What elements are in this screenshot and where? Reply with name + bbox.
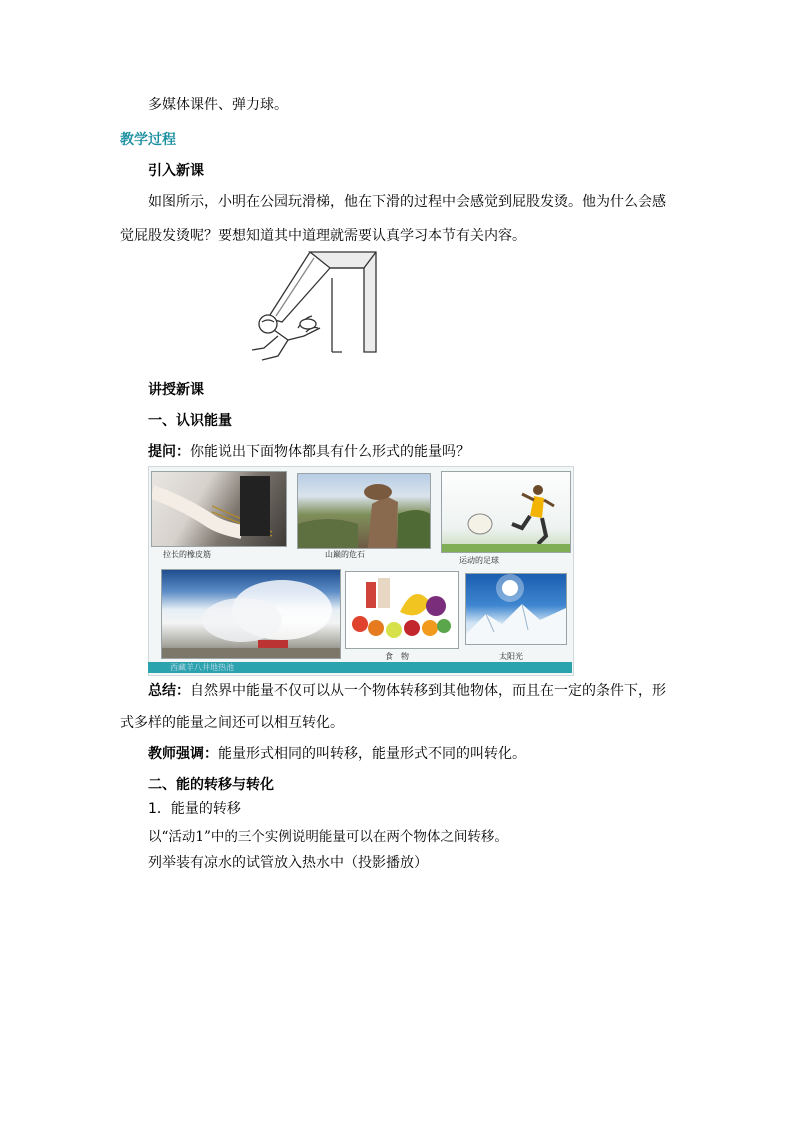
- caption-food: 食 物: [385, 652, 409, 661]
- subheading-transfer-conversion: 二、能的转移与转化: [148, 777, 274, 793]
- emphasis-label: 教师强调：: [148, 746, 218, 762]
- rubber-band-icon: [152, 472, 286, 546]
- subheading-recognize-energy: 一、认识能量: [148, 413, 232, 429]
- question-line: [148, 442, 470, 462]
- teach-heading: 讲授新课: [148, 382, 204, 398]
- intro-heading: 引入新课: [148, 163, 204, 179]
- slide-illustration: [248, 248, 380, 366]
- summary-label: 总结：: [148, 683, 190, 699]
- football-player-icon: [442, 472, 570, 552]
- photo-football: [441, 471, 571, 553]
- photo-cliff-rock: [297, 473, 431, 549]
- photo-sunlight: [465, 573, 567, 645]
- section-heading-process: 教学过程: [120, 132, 176, 148]
- intro-paragraph-line1: 如图所示，小明在公园玩滑梯，他在下滑的过程中会感觉到屁股发烫。他为什么会感: [148, 194, 666, 210]
- sun-icon: [466, 574, 566, 644]
- intro-paragraph-line2: 觉屁股发烫呢？要想知道其中道理就需要认真学习本节有关内容。: [120, 228, 526, 244]
- question-text: 你能说出下面物体都具有什么形式的能量吗？: [190, 444, 470, 460]
- food-icon: [346, 572, 458, 648]
- caption-ball: 运动的足球: [459, 556, 499, 565]
- item-energy-transfer: 1．能量的转移: [148, 801, 241, 817]
- item1-description: 以“活动1”中的三个实例说明能量可以在两个物体之间转移。: [148, 829, 508, 845]
- caption-rubber: 拉长的橡皮筋: [163, 550, 211, 559]
- emphasis-line: [148, 744, 526, 764]
- summary-line2: 式多样的能量之间还可以相互转化。: [120, 715, 344, 731]
- photo-food: [345, 571, 459, 649]
- summary-line1: [148, 681, 666, 701]
- materials-line: 多媒体课件、弹力球。: [148, 97, 288, 113]
- caption-rock: 山巅的危石: [325, 550, 365, 559]
- photo-rubber-band: [151, 471, 287, 547]
- question-label: 提问：: [148, 444, 190, 460]
- rock-icon: [298, 474, 430, 548]
- item1-example: 列举装有凉水的试管放入热水中（投影播放）: [148, 855, 428, 871]
- figure-caption-bar: [148, 662, 572, 673]
- summary-text-1: 自然界中能量不仅可以从一个物体转移到其他物体，而且在一定的条件下，形: [190, 683, 666, 699]
- caption-sun: 太阳光: [499, 652, 523, 661]
- emphasis-text: 能量形式相同的叫转移，能量形式不同的叫转化。: [218, 746, 526, 762]
- energy-forms-figure: [148, 466, 574, 676]
- caption-geyser: 西藏羊八井地热池: [170, 663, 234, 672]
- photo-geothermal-pool: [161, 569, 341, 659]
- steam-icon: [162, 570, 340, 658]
